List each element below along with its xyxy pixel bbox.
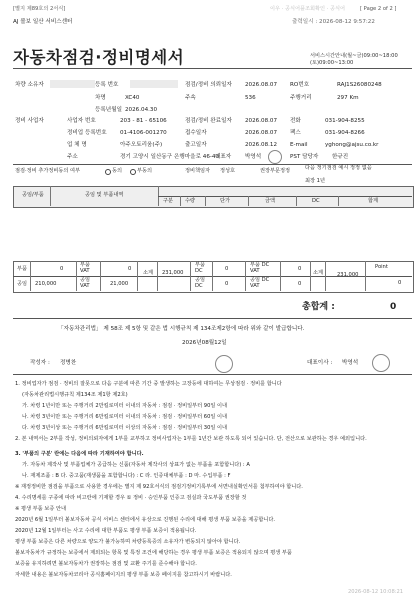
parts-dc-value: 0 bbox=[225, 266, 229, 272]
company-value: 아주오토리움(주) bbox=[120, 142, 163, 148]
notice-line: 나. 재제조품 : B 다. 중고품(재생품을 포함합니다) : C 라. 인증대체부품 : D 마. 수입부품 : F bbox=[22, 473, 231, 479]
col-price: 단가 bbox=[220, 198, 231, 204]
engine-value: 536 bbox=[245, 95, 256, 101]
reviewer-label: 정비책임자 bbox=[185, 168, 211, 174]
form-tag: [별지 제89호의 2서식] bbox=[13, 6, 66, 12]
watermark-text: 이우 · 공식어플조회확인 · 공식어 bbox=[270, 6, 346, 12]
fax-value: 031-904-8266 bbox=[325, 130, 365, 136]
done-date-value: 2026.08.07 bbox=[245, 118, 278, 124]
writer-label: 작성자 : bbox=[30, 360, 50, 366]
reviewer-value: 정성호 bbox=[220, 168, 236, 174]
consent-yes-radio[interactable] bbox=[105, 169, 111, 175]
recommend-value: 다음 정기점검 예시 정정 없음 bbox=[305, 165, 372, 171]
col-category: 공임/부품 bbox=[22, 192, 44, 198]
notice-line: 볼보자동차가 규정하는 보증에서 제외되는 항목 및 특정 조건에 해당하는 경우 평생 부품 보증은 적용되지 않으며 평생 부품 bbox=[15, 550, 292, 556]
tel-value: 031-904-8255 bbox=[325, 118, 365, 124]
pst-value: 한규진 bbox=[332, 154, 349, 160]
next-inspection-value: 최장 1년 bbox=[305, 178, 325, 184]
point-label: Point bbox=[375, 264, 388, 270]
labor-dc-label: 공임 DC bbox=[195, 277, 206, 289]
grand-total-value: 0 bbox=[390, 302, 397, 312]
parts-dc-vat-label: 부품 DC VAT bbox=[250, 262, 270, 274]
labor-value: 210,000 bbox=[35, 281, 57, 287]
ro-no-value: RAJ1S26080248 bbox=[337, 82, 382, 88]
notice-line: 2. 본 내역서는 2부를 작성, 정비의뢰자에게 1부를 교부하고 정비사업자는 1부를 1년간 보관 하도록 되어 있습니다. 단, 전산으로 보관하는 경우 예외입니다. bbox=[15, 436, 367, 442]
owner-name-redacted bbox=[50, 80, 95, 88]
labor-dc-value: 0 bbox=[225, 281, 229, 287]
notice-line: 가. 자동차 제작사 및 부품업체가 공급하는 신품(자동차 제작사의 상표가 없는 부품을 포함합니다) : A bbox=[22, 462, 250, 468]
col-amount: 금액 bbox=[265, 198, 276, 204]
consent-no-radio[interactable] bbox=[130, 169, 136, 175]
ceo-label: 대표이사 : bbox=[307, 360, 333, 366]
business-section-label: 정비 사업자 bbox=[15, 118, 44, 124]
labor-vat-label: 공임 VAT bbox=[80, 277, 91, 289]
notice-line: 평생 부품 보증은 다른 차량으로 양도가 불가능하며 차량등록증의 소유자가 변동되지 않아야 합니다. bbox=[15, 539, 241, 545]
model-value: XC40 bbox=[125, 95, 140, 101]
labor-dc-vat-label: 공임 DC VAT bbox=[250, 277, 270, 289]
labor-vat-value: 21,000 bbox=[110, 281, 129, 287]
legal-notice: 「자동차관리법」 제 58조 제 5항 및 같은 법 시행규칙 제 134조제2항에 따라 위와 같이 발급합니다. bbox=[58, 326, 305, 332]
receipt-label: 접수일자 bbox=[185, 130, 207, 136]
parts-vat-label: 부품 VAT bbox=[80, 262, 91, 274]
recommend-label: 권장부문정정 bbox=[260, 168, 291, 174]
ceo-value: 박영석 bbox=[342, 360, 359, 366]
dealer-name: AJ 볼보 일산 서비스센터 bbox=[13, 19, 73, 25]
fax-label: 팩스 bbox=[290, 130, 301, 136]
notice-line: 보증을 유지하려면 볼보자동차가 권장하는 점검 및 교환 주기를 준수해야 합니다. bbox=[15, 561, 197, 567]
point-value: 0 bbox=[398, 280, 402, 286]
mileage-label: 주행거리 bbox=[290, 95, 312, 101]
reg-no-label: 등록 번호 bbox=[95, 82, 119, 88]
release-label: 출고일자 bbox=[185, 142, 207, 148]
labor-label: 공임 bbox=[17, 281, 28, 287]
col-dc: DC bbox=[312, 198, 320, 204]
owner-label: 차량 소유자 bbox=[15, 82, 44, 88]
address-value: 경기 고양시 일산동구 은행마을로 46-43 bbox=[120, 154, 220, 160]
grand-total-label: 총합계 : bbox=[302, 302, 335, 312]
issue-date: 2026년08월12일 bbox=[182, 340, 227, 346]
done-date-label: 점검/정비 완료일자 bbox=[185, 118, 232, 124]
model-label: 차명 bbox=[95, 95, 106, 101]
engine-label: 주속 bbox=[185, 95, 196, 101]
signature-seal bbox=[215, 355, 233, 373]
col-final: 합계 bbox=[368, 198, 379, 204]
notice-line: 1. 정비업자가 점검 · 정비의 잘못으로 다음 구분에 따른 기간 중 발생하는 고장등에 대하여는 무상점검 · 정비를 합니다 bbox=[15, 381, 282, 387]
shop-reg-value: 01-4106-001270 bbox=[120, 130, 167, 136]
rep-label: 대표자 bbox=[215, 154, 232, 160]
subtotal-label: 소계 bbox=[143, 270, 154, 276]
notice-line: 나. 차령 3년이만 또는 주행거리 6만킬로미터 이내의 자동차 : 점검 · 정비일부터 60일 이내 bbox=[22, 414, 228, 420]
company-label: 업 체 명 bbox=[67, 142, 87, 148]
consent-yes-label: 동의 bbox=[112, 168, 123, 174]
notice-line: 자세한 내용은 볼보자동차코리아 공식홈페이지의 평생 부품 보증 페이지를 참고하시기 바랍니다. bbox=[15, 572, 232, 578]
notice-line: (자동차관리법시행규칙 제134조 제1항 제2호) bbox=[22, 392, 128, 398]
email-value: yghong@ajsu.co.kr bbox=[325, 142, 379, 148]
biz-no-label: 사업자 번호 bbox=[67, 118, 96, 124]
parts-value: 0 bbox=[60, 266, 64, 272]
notice-line: ※ 재정정비한 점검을 부품으로 사용한 경우에는 별지 제 92호서식의 점검기정비기록부에 서면내실확인서를 첨부하여야 합니다. bbox=[15, 484, 303, 490]
receipt-value: 2026.08.07 bbox=[245, 130, 278, 136]
pst-label: PST 담당자 bbox=[290, 154, 319, 160]
page-title: 자동차점검·정비명세서 bbox=[13, 48, 185, 67]
col-type: 구분 bbox=[163, 198, 174, 204]
shop-reg-label: 정비업 등록번호 bbox=[67, 130, 107, 136]
col-qty: 수량 bbox=[185, 198, 196, 204]
req-date-label: 점검/정비 의뢰일자 bbox=[185, 82, 232, 88]
opt-in-label: 점검·정비 추가정비동의 여부 bbox=[15, 168, 81, 174]
notice-line: 다. 차령 3년이상 또는 주행거리 6만킬로미터 이상의 자동차 : 점검 · 정비일부터 30일 이내 bbox=[22, 425, 228, 431]
subtotal-value: 231,000 bbox=[162, 270, 184, 276]
req-date-value: 2026.08.07 bbox=[245, 82, 278, 88]
reg-date-label: 등록년월일 bbox=[95, 107, 123, 113]
reg-date-value: 2026.04.30 bbox=[125, 107, 158, 113]
notice-line: ※ 평생 부품 보증 안내 bbox=[15, 506, 67, 512]
tel-label: 전화 bbox=[290, 118, 301, 124]
ceo-seal bbox=[372, 354, 390, 372]
parts-label: 부품 bbox=[17, 266, 28, 272]
notice-line: 4. 수리명세를 구종에 따라 비고란에 기재할 경우 ① 정비 · 승인부품 인증고 검실과 국도부품 권장할 것 bbox=[15, 495, 247, 501]
biz-no-value: 203 - 81 - 65106 bbox=[120, 118, 167, 124]
company-seal bbox=[268, 150, 282, 164]
service-hours: 서비스시간안내(월~금)09:00~18:00 (토)09:00~13:00 bbox=[310, 53, 398, 66]
ro-no-label: RO번호 bbox=[290, 82, 310, 88]
consent-no-label: 부동의 bbox=[137, 168, 153, 174]
labor-dc-vat-value: 0 bbox=[298, 281, 302, 287]
parts-vat-value: 0 bbox=[128, 266, 132, 272]
reg-no-redacted bbox=[130, 80, 178, 88]
notice-line: 가. 차령 1년이만 또는 주행거리 2만킬로미터 이내의 자동차 : 점검 · 정비일부터 90일 이내 bbox=[22, 403, 228, 409]
address-label: 주소 bbox=[67, 154, 78, 160]
email-label: E-mail bbox=[290, 142, 308, 148]
release-value: 2026.08.12 bbox=[245, 142, 278, 148]
writer-value: 정병찬 bbox=[60, 360, 77, 366]
col-detail: 공임 및 부품내역 bbox=[85, 192, 124, 198]
notice-line: 2020년 6월 1일부터 볼보자동차 공식 서비스 센터에서 유상으로 진행된 수리에 대해 평생 부품 보증을 제공합니다. bbox=[15, 517, 276, 523]
rep-value: 박영석 bbox=[245, 154, 262, 160]
footer-stamp: 2026-08-12 10:08:21 bbox=[348, 589, 404, 595]
parts-dc-label: 부품 DC bbox=[195, 262, 206, 274]
parts-dc-vat-value: 0 bbox=[298, 266, 302, 272]
printed-at: 출력일시 : 2026-08-12 9:57:22 bbox=[292, 19, 375, 25]
parts-table-header bbox=[13, 186, 414, 208]
mileage-value: 297 Km bbox=[337, 95, 359, 101]
notice-line: 3. '부품의 구분' 란에는 다음에 따라 기재하여야 합니다. bbox=[15, 451, 144, 457]
dc-subtotal-label: 소계 bbox=[313, 270, 324, 276]
notice-line: 2020년 12월 1일부터는 사고 수리에 대한 부품도 평생 부품 보증이 적용됩니다. bbox=[15, 528, 197, 534]
pagination: [ Page 2 of 2 ] bbox=[360, 6, 397, 12]
dc-subtotal-value: 231,000 bbox=[337, 272, 359, 278]
